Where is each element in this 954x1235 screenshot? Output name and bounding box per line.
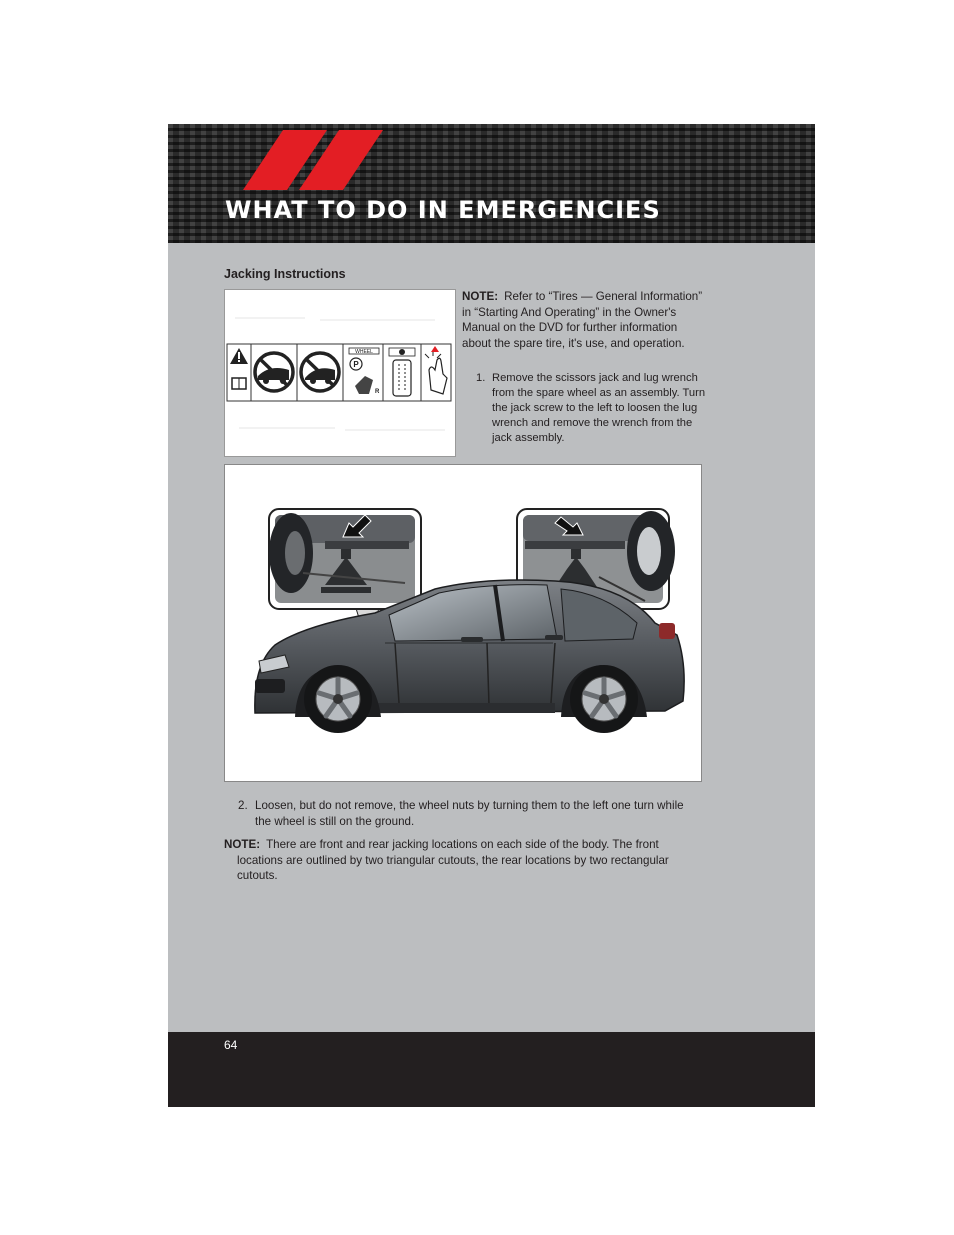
step-text: Loosen, but do not remove, the wheel nuts by turning them to the left one turn while the wheel is still on the ground.	[255, 799, 684, 828]
note-spare-tire	[462, 289, 708, 351]
svg-text:R: R	[375, 389, 380, 395]
note-label: NOTE:	[224, 838, 261, 851]
note-text: Refer to “Tires — General Information” in “Starting And Operating” in the Owner's Manual on the DVD for further information about the spare tire, it's use, and operation.	[462, 290, 703, 350]
note-text: There are front and rear jacking locations on each side of the body. The front locations are outlined by two triangular cutouts, the rear locations by two rectangular cutouts.	[237, 838, 669, 883]
jack-warning-label-image	[224, 289, 456, 457]
section-heading: Jacking Instructions	[224, 267, 346, 281]
step-number: 1.	[476, 372, 486, 384]
svg-text:P: P	[353, 360, 359, 369]
page-title: WHAT TO DO IN EMERGENCIES	[225, 196, 661, 224]
front-jack-location-inset	[269, 509, 421, 609]
step-item-1	[476, 371, 708, 446]
jacking-locations-figure	[224, 464, 702, 782]
brand-stripes-icon	[243, 130, 383, 190]
section-header-band	[168, 124, 815, 243]
car-jacking-illustration	[225, 465, 702, 782]
note-jacking-locations	[224, 837, 702, 884]
svg-text:WHEEL: WHEEL	[355, 349, 373, 355]
warning-label-graphic	[225, 290, 456, 457]
page-number: 64	[224, 1038, 238, 1052]
step-item-2	[238, 798, 698, 829]
note-label: NOTE:	[462, 290, 499, 303]
step-text: Remove the scissors jack and lug wrench from the spare wheel as an assembly. Turn the jack screw to the left to loosen the lug wrench and remove the wrench from the jack assembly.	[492, 372, 706, 444]
step-number: 2.	[238, 799, 248, 812]
page-footer	[168, 1032, 815, 1107]
manual-page	[168, 124, 815, 1107]
